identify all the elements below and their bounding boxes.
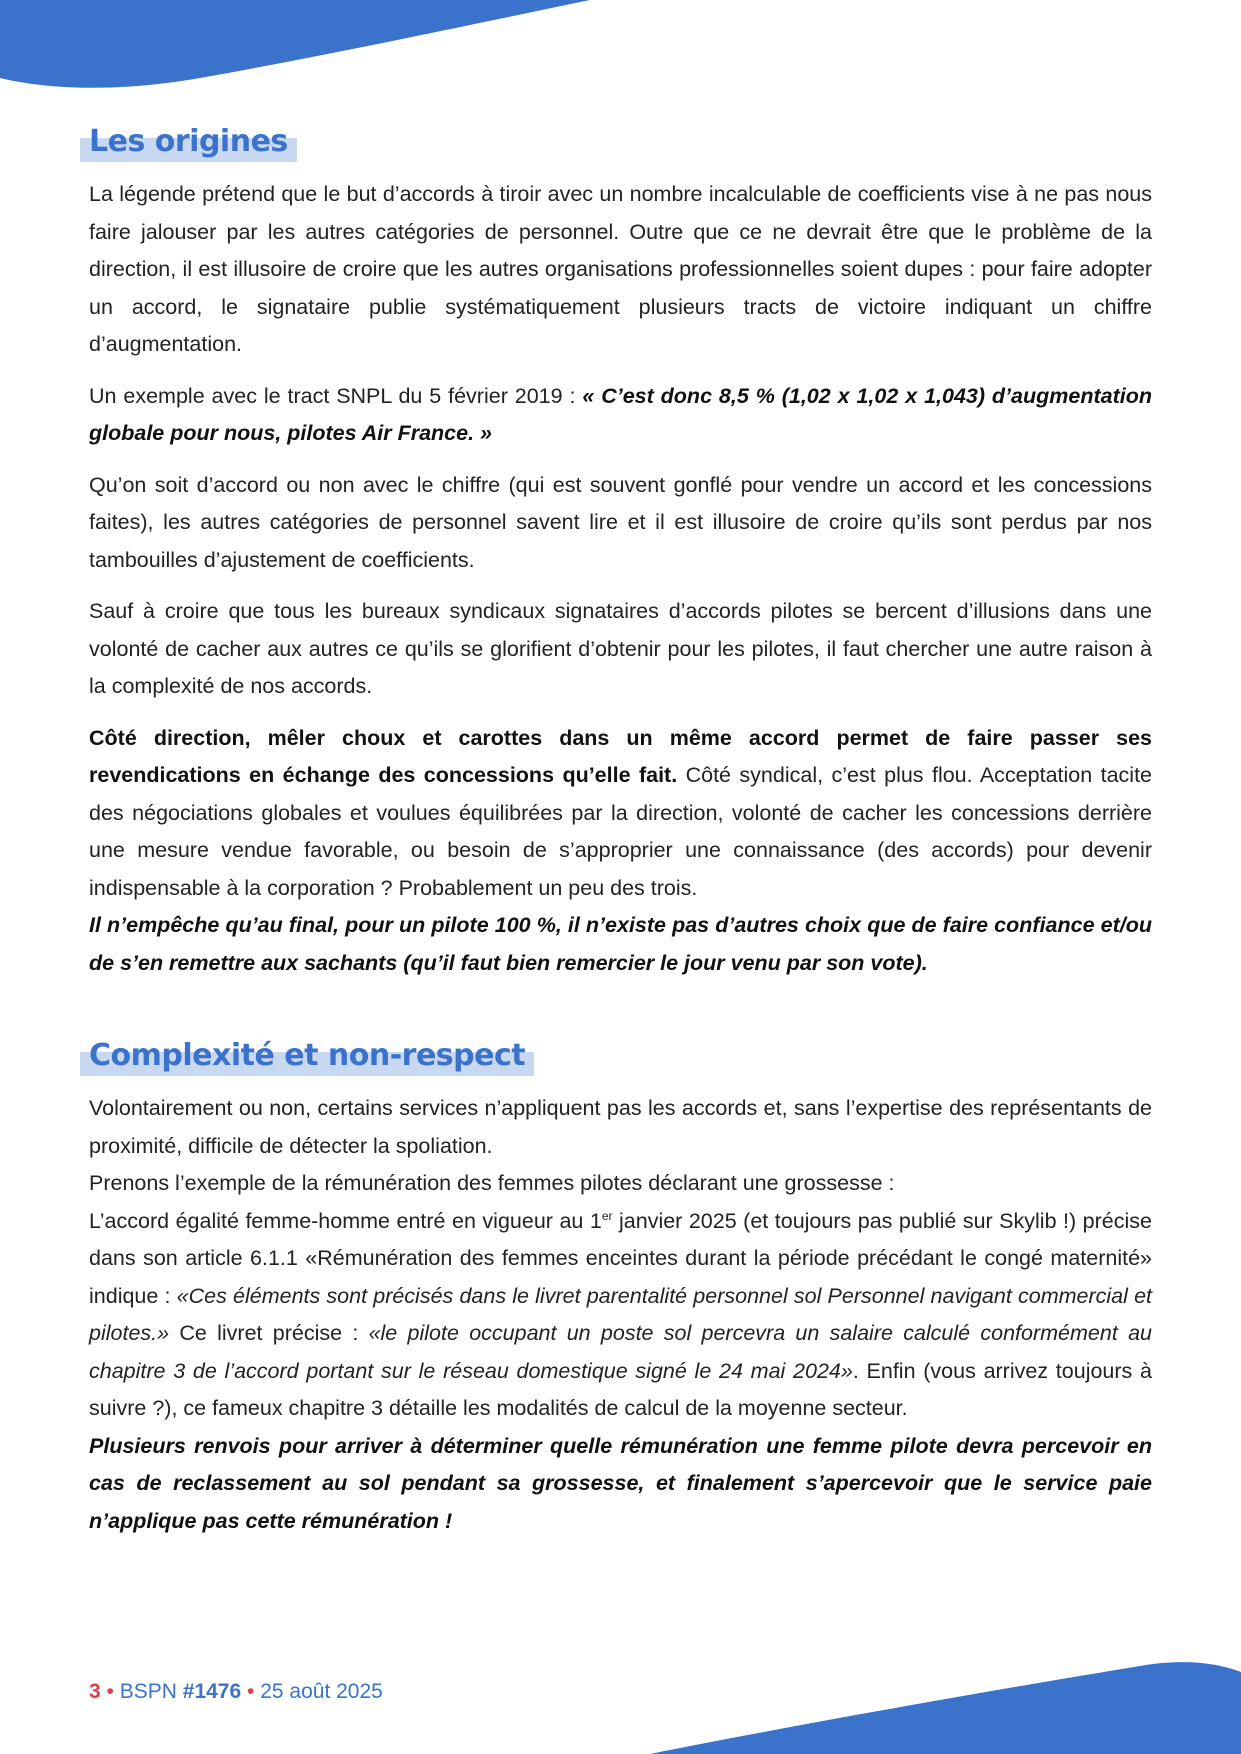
italic-quote: «le pilote occupant un poste sol percevra un salaire calculé conformément au chapitre 3 de l’accord portant sur le réseau domestique signé le 24 mai 2024» bbox=[89, 1321, 1152, 1383]
article-body bbox=[89, 120, 1152, 1554]
superscript: er bbox=[601, 1208, 613, 1223]
regular-text: L’accord égalité femme-homme entré en vigueur au 1 bbox=[89, 1208, 602, 1233]
page-number: 3 bbox=[89, 1680, 101, 1703]
paragraph: Prenons l’exemple de la rémunération des femmes pilotes déclarant une grossesse : bbox=[89, 1171, 895, 1195]
regular-text: Côté syndical, c’est plus flou. Acceptation tacite des négociations globales et voulues équilibrées par la direction, volonté de cacher les concessions derrière une mesure vendue favorable, ou besoin de s’approprier une connaissance (des accords) pour devenir indispensable à la corporation ? Probablement un peu des trois. bbox=[89, 763, 1152, 900]
italic-quote: «Ces éléments sont précisés dans le livret parentalité personnel sol Personnel navigant commercial et pilotes.» bbox=[89, 1283, 1152, 1345]
publication-date: 25 août 2025 bbox=[260, 1680, 383, 1703]
quote-lead: Un exemple avec le tract SNPL du 5 février 2019 : bbox=[89, 383, 583, 408]
section-title: Les origines bbox=[89, 124, 288, 159]
regular-text: Ce livret précise : bbox=[169, 1321, 369, 1345]
section-complexite bbox=[89, 1034, 1152, 1540]
section-heading bbox=[80, 1034, 534, 1078]
regular-text: . Enfin (vous arrivez toujours à suivre ?), ce fameux chapitre 3 détaille les modalités de calcul de la moyenne secteur. bbox=[89, 1358, 1152, 1420]
paragraph-mixed bbox=[89, 1203, 1152, 1428]
paragraph-emphasis: Il n’empêche qu’au final, pour un pilote 100 %, il n’existe pas d’autres choix que de faire confiance et/ou de s’en remettre aux sachants (qu’il faut bien remercier le jour venu par son vote). bbox=[89, 913, 1152, 975]
paragraph: Sauf à croire que tous les bureaux syndicaux signataires d’accords pilotes se bercent d’illusions dans une volonté de cacher aux autres ce qu’ils se glorifient d’obtenir pour les pilotes, il faut chercher une autre raison à la complexité de nos accords. bbox=[89, 599, 1152, 698]
issue-number: #1476 bbox=[182, 1680, 242, 1703]
paragraph: Qu’on soit d’accord ou non avec le chiffre (qui est souvent gonflé pour vendre un accord et les concessions faites), les autres catégories de personnel savent lire et il est illusoire de croire qu’ils sont perdus par nos tambouilles d’ajustement de coefficients. bbox=[89, 472, 1152, 572]
quote-text: « C’est donc 8,5 % (1,02 x 1,02 x 1,043) d’augmentation globale pour nous, pilotes Air France. » bbox=[89, 383, 1152, 445]
paragraph: La légende prétend que le but d’accords à tiroir avec un nombre incalculable de coefficients vise à ne pas nous faire jalouser par les autres catégories de personnel. Outre que ce ne devrait être que le problème de la direction, il est illusoire de croire que les autres organisations professionnelles soient dupes : pour faire adopter un accord, le signataire publie systématiquement plusieurs tracts de victoire indiquant un chiffre d’augmentation. bbox=[89, 182, 1152, 356]
paragraph-mixed bbox=[89, 720, 1152, 908]
footer-wave-decoration bbox=[0, 1654, 1241, 1754]
bold-text: Côté direction, mêler choux et carottes dans un même accord permet de faire passer ses revendications en échange des concessions qu’elle fait. bbox=[89, 725, 1152, 787]
regular-text: janvier 2025 (et toujours pas publié sur Skylib !) précise dans son article 6.1.1 «Rémunération des femmes enceintes durant la période précédant le congé maternité» indique : bbox=[89, 1208, 1152, 1308]
page-footer bbox=[89, 1680, 383, 1704]
paragraph-emphasis: Plusieurs renvois pour arriver à déterminer quelle rémunération une femme pilote devra percevoir en cas de reclassement au sol pendant sa grossesse, et finalement s’apercevoir que le service paie n’applique pas cette rémunération ! bbox=[89, 1433, 1152, 1533]
section-heading bbox=[80, 120, 297, 164]
section-origines bbox=[89, 120, 1152, 982]
section-title: Complexité et non-respect bbox=[89, 1038, 526, 1073]
header-wave-decoration bbox=[0, 0, 1241, 100]
publication-name: BSPN bbox=[119, 1680, 177, 1703]
separator-dot: • bbox=[247, 1680, 255, 1703]
separator-dot: • bbox=[106, 1680, 114, 1703]
paragraph-quote bbox=[89, 378, 1152, 453]
paragraph: Volontairement ou non, certains services n’appliquent pas les accords et, sans l’expertise des représentants de proximité, difficile de détecter la spoliation. bbox=[89, 1096, 1152, 1158]
